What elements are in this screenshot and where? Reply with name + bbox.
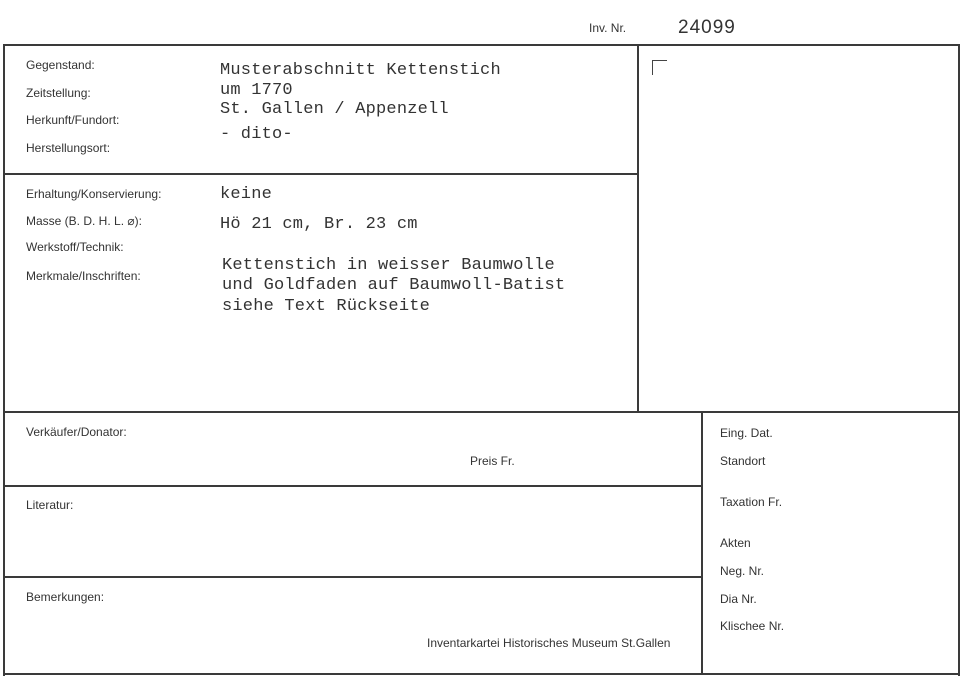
label-dia-nr: Dia Nr. [720,592,757,606]
upper-vertical-rule [637,44,639,412]
literature-divider [4,576,702,578]
value-technik-line1: Kettenstich in weisser Baumwolle [222,256,555,275]
label-zeitstellung: Zeitstellung: [26,86,91,100]
left-rule [3,44,5,676]
right-rule [958,44,960,676]
label-verkaeufer: Verkäufer/Donator: [26,425,127,439]
label-literatur: Literatur: [26,498,74,512]
label-klischee-nr: Klischee Nr. [720,619,785,633]
value-herkunft: St. Gallen / Appenzell [220,100,449,119]
label-preis: Preis Fr. [470,454,515,468]
label-erhaltung: Erhaltung/Konservierung: [26,187,162,201]
label-gegenstand: Gegenstand: [26,58,95,72]
section1-divider [4,173,639,175]
label-merkmale: Merkmale/Inschriften: [26,269,141,283]
label-bemerkungen: Bemerkungen: [26,590,105,604]
label-werkstoff: Werkstoff/Technik: [26,240,124,254]
top-rule [4,44,960,46]
value-zeitstellung: um 1770 [220,81,293,100]
value-gegenstand: Musterabschnitt Kettenstich [220,61,501,80]
value-merkmale: siehe Text Rückseite [222,297,431,316]
label-herstellungsort: Herstellungsort: [26,141,111,155]
photo-corner-mark [652,60,667,75]
label-akten: Akten [720,536,751,550]
label-herkunft: Herkunft/Fundort: [26,113,120,127]
value-erhaltung: keine [220,185,273,204]
inv-number: 24099 [678,17,736,38]
label-masse: Masse (B. D. H. L. ⌀): [26,214,142,228]
value-technik-line2: und Goldfaden auf Baumwoll-Batist [222,276,566,295]
value-masse: Hö 21 cm, Br. 23 cm [220,215,418,234]
label-eing-dat: Eing. Dat. [720,426,773,440]
seller-divider [4,485,702,487]
lower-vertical-rule [701,411,703,675]
card-footer: Inventarkartei Historisches Museum St.Gallen [427,636,671,650]
value-herstellungsort: - dito- [220,125,293,144]
bottom-rule [4,673,960,675]
inv-nr-label: Inv. Nr. [589,21,627,35]
label-standort: Standort [720,454,766,468]
middle-rule [4,411,960,413]
label-neg-nr: Neg. Nr. [720,564,765,578]
label-taxation: Taxation Fr. [720,495,783,509]
